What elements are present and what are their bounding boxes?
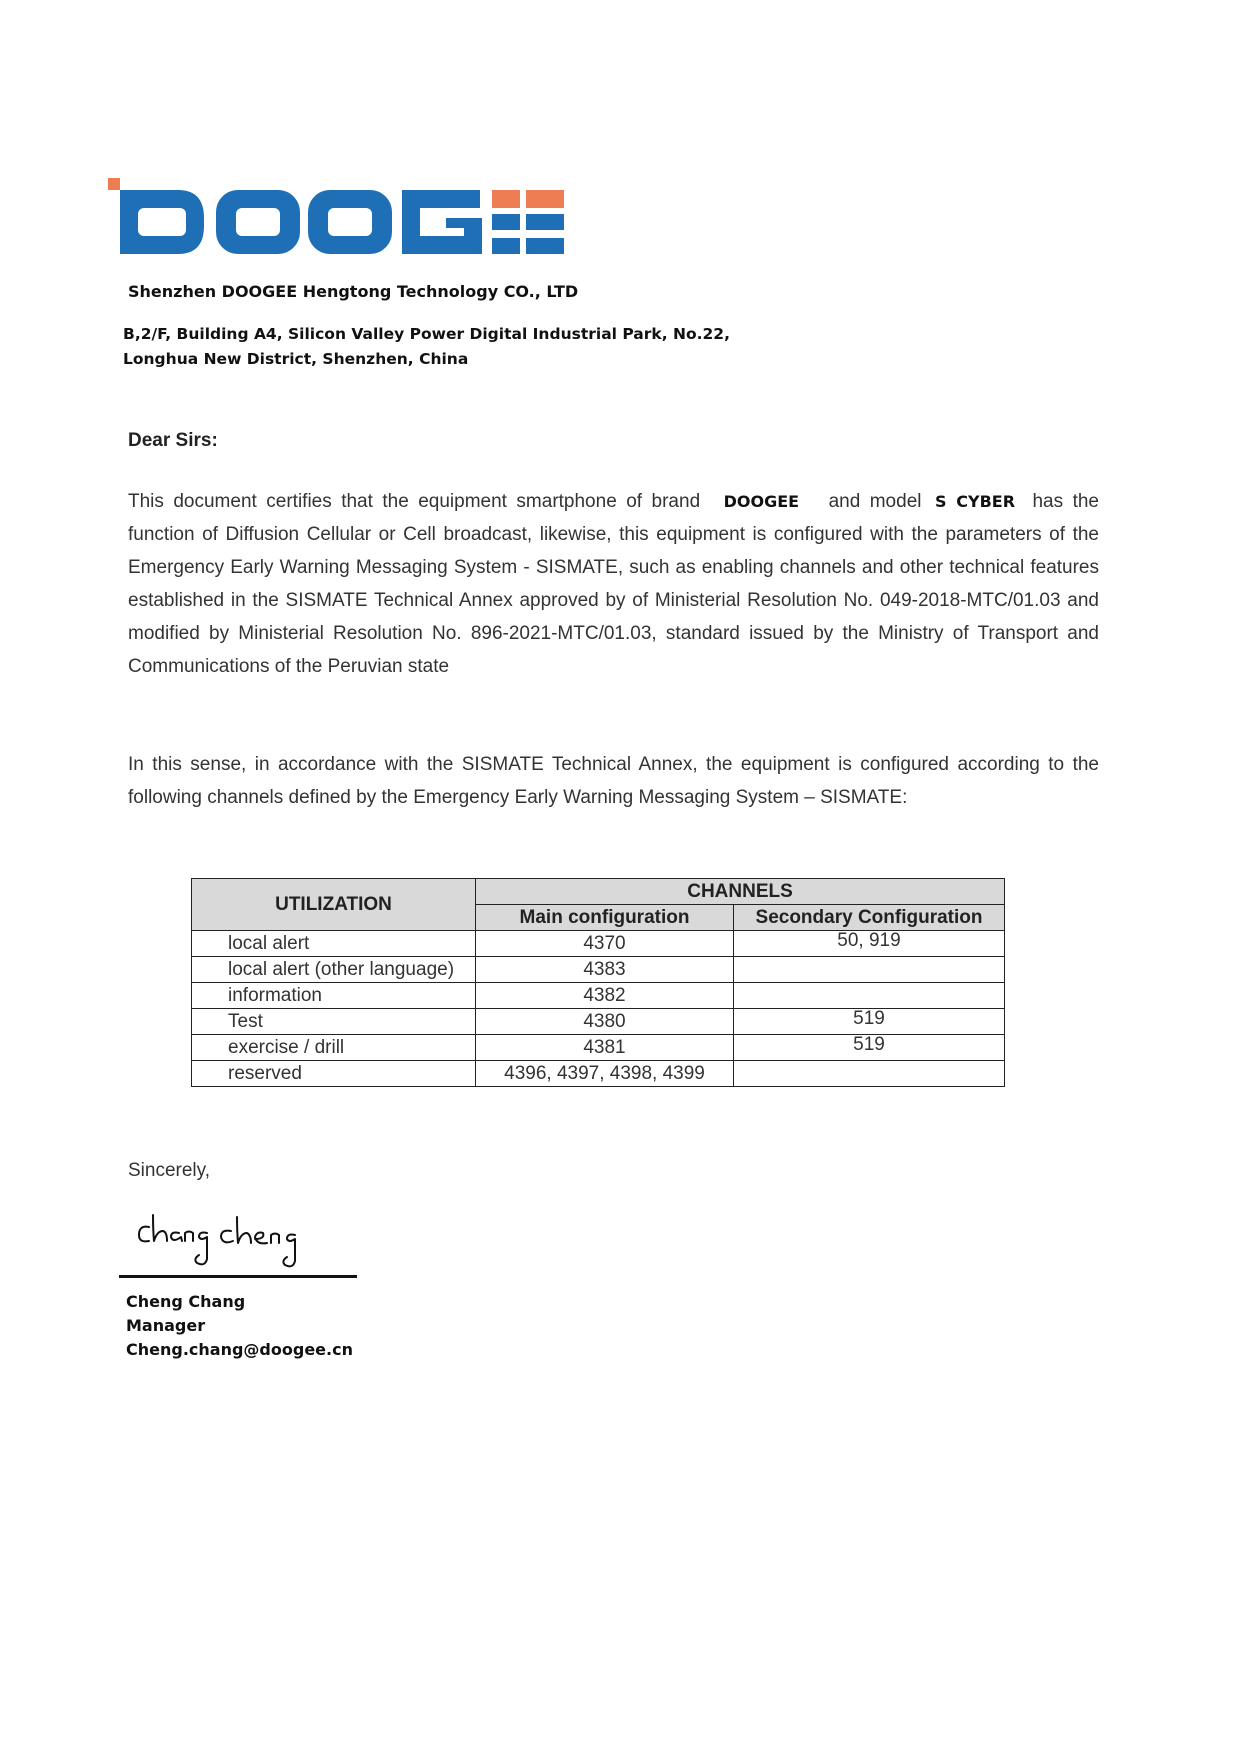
para1-text-b: and model xyxy=(828,491,922,512)
table-row xyxy=(192,1009,1005,1035)
cell-main: 4370 xyxy=(476,931,734,957)
brand-name: DOOGEE xyxy=(723,492,800,511)
cell-main: 4380 xyxy=(476,1009,734,1035)
cell-secondary: 519 xyxy=(734,1009,1005,1035)
signature-line xyxy=(119,1275,357,1278)
para1-text-c: has the function of Diffusion Cellular or Cell broadcast, likewise, this equipment is configured with the parameters of the Emergency Early Warning Messaging System - SISMATE, such as enabling channels and other technical features established in the SISMATE Technical Annex approved by of Ministerial Resolution No. 049-2018-MTC/01.03 and modified by Ministerial Resolution No. 896-2021-MTC/01.03, standard issued by the Ministry of Transport and Communications of the Peruvian state xyxy=(128,491,1099,677)
company-name: Shenzhen DOOGEE Hengtong Technology CO., LTD xyxy=(128,282,579,301)
model-name: S CYBER xyxy=(934,492,1016,511)
table-row xyxy=(192,957,1005,983)
channels-table xyxy=(191,878,1005,1087)
certification-paragraph xyxy=(128,485,1099,683)
signer-title: Manager xyxy=(126,1316,206,1335)
cell-main: 4383 xyxy=(476,957,734,983)
handwritten-signature xyxy=(135,1205,315,1275)
cell-secondary: 50, 919 xyxy=(734,931,1005,957)
cell-main: 4382 xyxy=(476,983,734,1009)
table-row xyxy=(192,931,1005,957)
header-channels: CHANNELS xyxy=(476,879,1005,905)
cell-secondary xyxy=(734,983,1005,1009)
cell-utilization: local alert (other language) xyxy=(192,957,476,983)
cell-utilization: exercise / drill xyxy=(192,1035,476,1061)
cell-utilization: information xyxy=(192,983,476,1009)
cell-utilization: reserved xyxy=(192,1061,476,1087)
para1-text-a: This document certifies that the equipment smartphone of brand xyxy=(128,491,701,512)
doogee-logo xyxy=(108,178,564,262)
signer-name: Cheng Chang xyxy=(126,1292,246,1311)
channels-intro-paragraph: In this sense, in accordance with the SISMATE Technical Annex, the equipment is configured according to the following channels defined by the Emergency Early Warning Messaging System – SISMATE: xyxy=(128,754,1099,808)
cell-main: 4381 xyxy=(476,1035,734,1061)
closing: Sincerely, xyxy=(128,1160,211,1181)
cell-secondary: 519 xyxy=(734,1035,1005,1061)
address-line-1: B,2/F, Building A4, Silicon Valley Power Digital Industrial Park, No.22, xyxy=(123,325,730,343)
company-address xyxy=(123,322,730,372)
cell-secondary xyxy=(734,1061,1005,1087)
header-main-configuration: Main configuration xyxy=(476,905,734,931)
salutation: Dear Sirs: xyxy=(128,430,218,451)
cell-secondary xyxy=(734,957,1005,983)
cell-utilization: local alert xyxy=(192,931,476,957)
address-line-2: Longhua New District, Shenzhen, China xyxy=(123,350,469,368)
table-row xyxy=(192,983,1005,1009)
header-utilization: UTILIZATION xyxy=(192,879,476,931)
table-row xyxy=(192,1035,1005,1061)
signer-block xyxy=(126,1290,353,1362)
table-row xyxy=(192,1061,1005,1087)
header-secondary-configuration: Secondary Configuration xyxy=(734,905,1005,931)
cell-utilization: Test xyxy=(192,1009,476,1035)
signer-email: Cheng.chang@doogee.cn xyxy=(126,1340,353,1359)
cell-main: 4396, 4397, 4398, 4399 xyxy=(476,1061,734,1087)
